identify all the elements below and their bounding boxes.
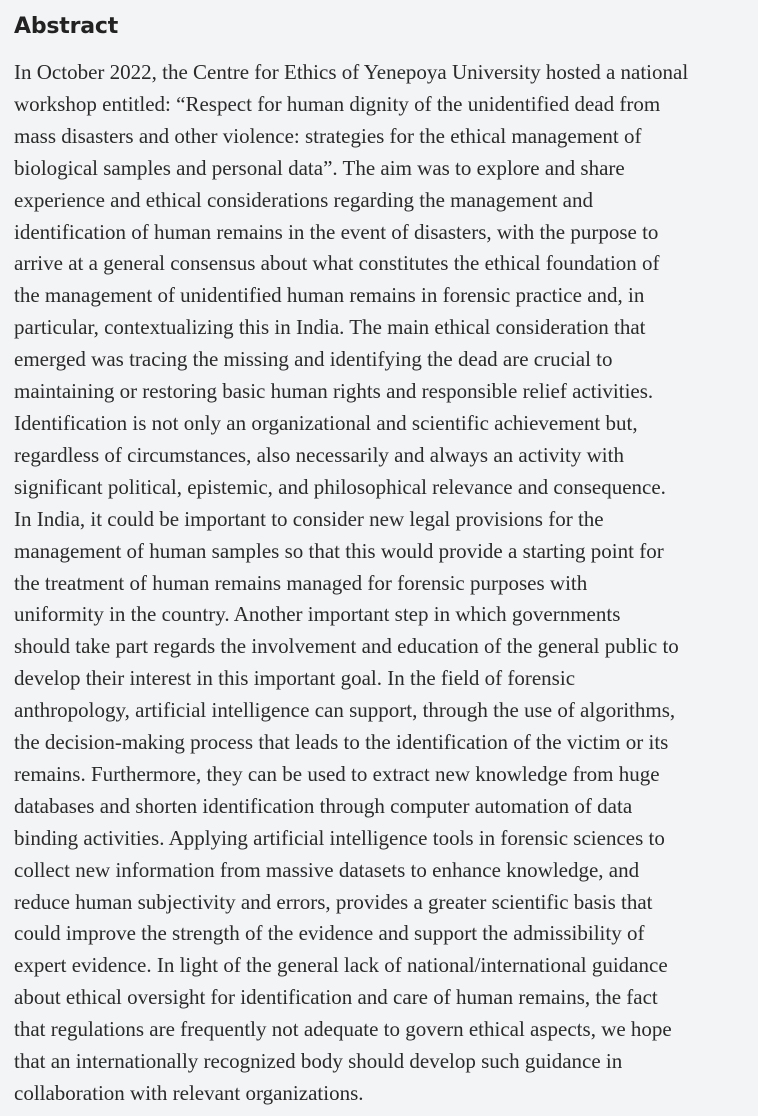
abstract-line: workshop entitled: “Respect for human dignity of the unidentified dead from	[14, 91, 661, 116]
abstract-line: reduce human subjectivity and errors, provides a greater scientific basis that	[14, 889, 653, 914]
abstract-line: uniformity in the country. Another important step in which governments	[14, 602, 621, 627]
abstract-line: that regulations are frequently not adequate to govern ethical aspects, we hope	[14, 1017, 672, 1042]
abstract-line: the treatment of human remains managed for forensic purposes with	[14, 570, 588, 595]
abstract-line: management of human samples so that this would provide a starting point for	[14, 538, 664, 563]
abstract-line: mass disasters and other violence: strategies for the ethical management of	[14, 123, 642, 148]
abstract-line: particular, contextualizing this in India. The main ethical consideration that	[14, 315, 646, 340]
abstract-line: arrive at a general consensus about what constitutes the ethical foundation of	[14, 251, 660, 276]
abstract-heading: Abstract	[14, 14, 119, 39]
abstract-line: binding activities. Applying artificial intelligence tools in forensic sciences to	[14, 825, 665, 850]
abstract-line: databases and shorten identification through computer automation of data	[14, 793, 633, 818]
abstract-line: expert evidence. In light of the general lack of national/international guidance	[14, 953, 668, 978]
abstract-line: that an internationally recognized body should develop such guidance in	[14, 1049, 623, 1074]
abstract-line: regardless of circumstances, also necessarily and always an activity with	[14, 442, 624, 467]
abstract-line: experience and ethical considerations regarding the management and	[14, 187, 593, 212]
abstract-line: In October 2022, the Centre for Ethics of Yenepoya University hosted a national	[14, 60, 689, 84]
abstract-line: significant political, epistemic, and philosophical relevance and consequence.	[14, 474, 666, 499]
abstract-line: remains. Furthermore, they can be used to extract new knowledge from huge	[14, 761, 660, 786]
abstract-line: the management of unidentified human remains in forensic practice and, in	[14, 283, 645, 308]
abstract-line: Identification is not only an organizational and scientific achievement but,	[14, 410, 638, 435]
abstract-line: collect new information from massive datasets to enhance knowledge, and	[14, 857, 640, 882]
abstract-line: the decision-making process that leads to the identification of the victim or its	[14, 730, 669, 755]
abstract-line: identification of human remains in the event of disasters, with the purpose to	[14, 219, 659, 244]
abstract-line: develop their interest in this important goal. In the field of forensic	[14, 666, 576, 691]
abstract-line: biological samples and personal data”. The aim was to explore and share	[14, 155, 625, 180]
abstract-line: collaboration with relevant organizations.	[14, 1081, 364, 1105]
abstract-body	[14, 57, 756, 1110]
abstract-line: maintaining or restoring basic human rights and responsible relief activities.	[14, 379, 654, 404]
abstract-line: emerged was tracing the missing and identifying the dead are crucial to	[14, 347, 613, 372]
abstract-line: should take part regards the involvement and education of the general public to	[14, 634, 679, 659]
abstract-line: In India, it could be important to consider new legal provisions for the	[14, 506, 604, 531]
abstract-line: about ethical oversight for identification and care of human remains, the fact	[14, 985, 658, 1010]
abstract-line: could improve the strength of the evidence and support the admissibility of	[14, 921, 645, 946]
abstract-line: anthropology, artificial intelligence can support, through the use of algorithms,	[14, 698, 676, 723]
